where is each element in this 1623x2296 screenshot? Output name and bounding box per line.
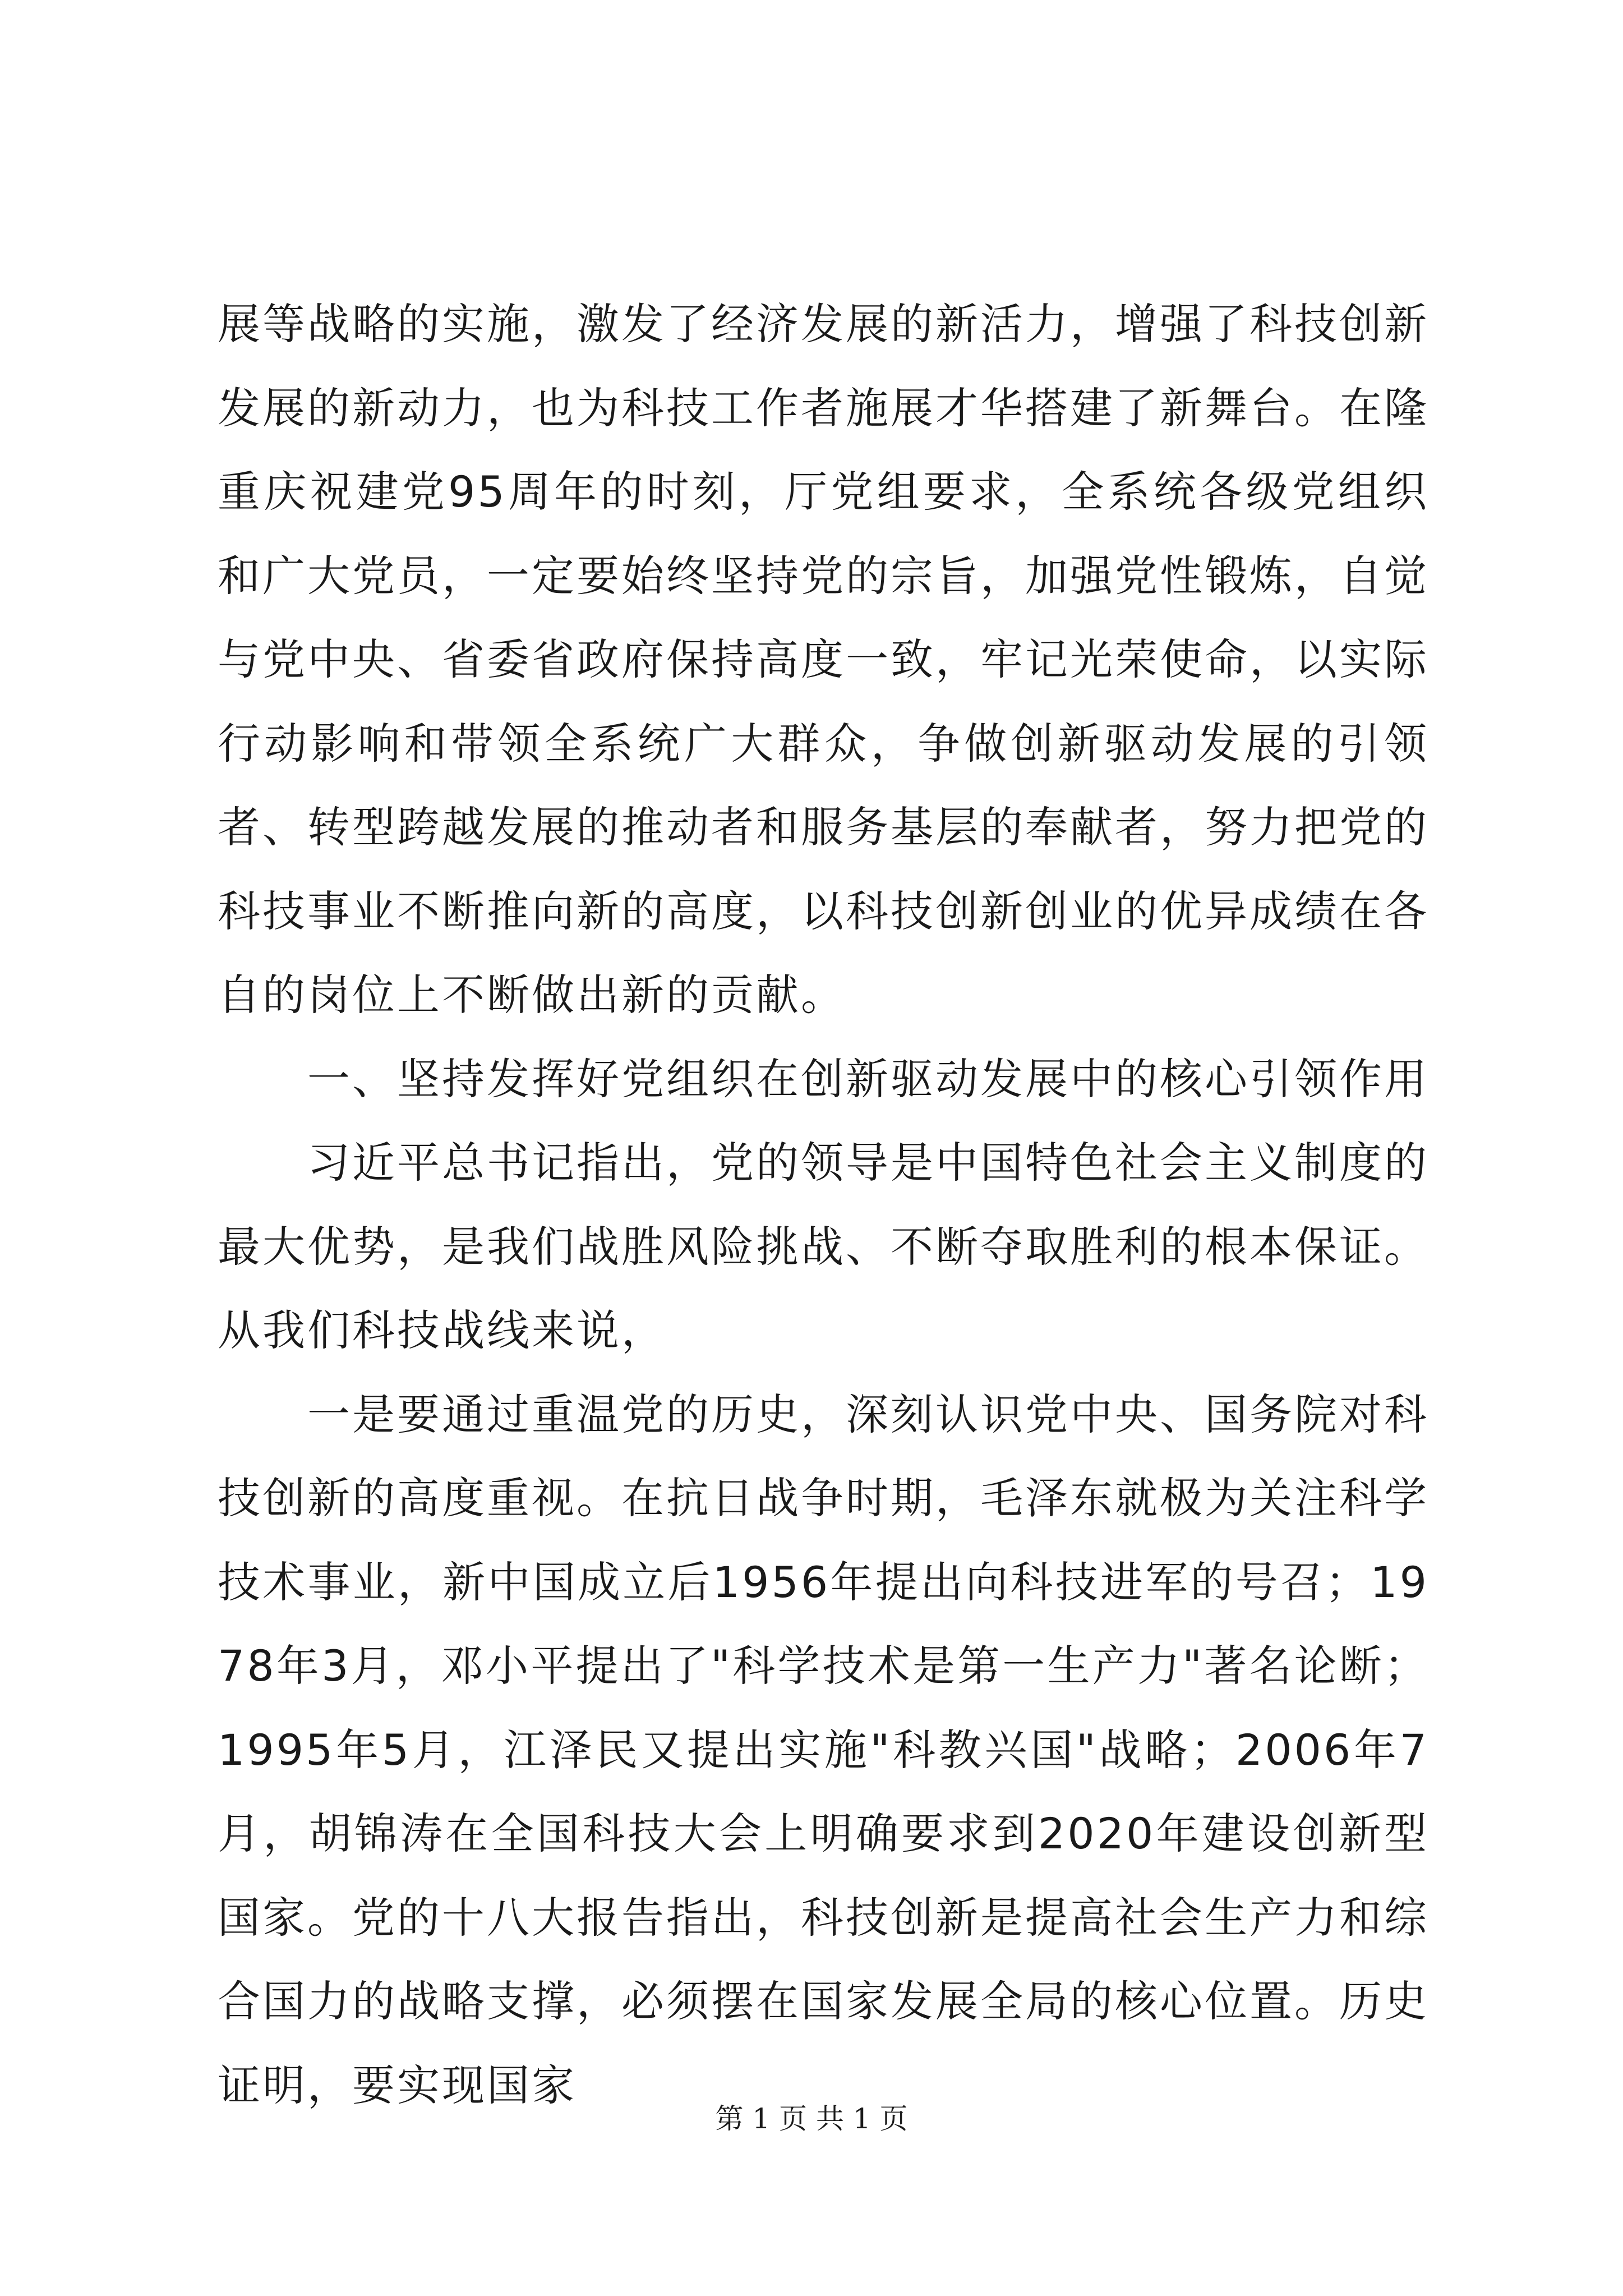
- paragraph-point-one: 一是要通过重温党的历史，深刻认识党中央、国务院对科技创新的高度重视。在抗日战争时期，毛泽东就极为关注科学技术事业，新中国成立后1956年提出向科技进军的号召；1978年3月，邓小平提出了"科学技术是第一生产力"著名论断；1995年5月，江泽民又提出实施"科教兴国"战略；2006年7月，胡锦涛在全国科技大会上明确要求到2020年建设创新型国家。党的十八大报告指出，科技创新是提高社会生产力和综合国力的战略支撑，必须摆在国家发展全局的核心位置。历史证明，要实现国家: [218, 1389, 1429, 2110]
- page-footer: 第 1 页 共 1 页: [715, 2102, 908, 2135]
- paragraph-xi-quote: 习近平总书记指出，党的领导是中国特色社会主义制度的最大优势，是我们战胜风险挑战、不断夺取胜利的根本保证。从我们科技战线来说，: [218, 1138, 1429, 1355]
- body-text: [218, 282, 1429, 2127]
- paragraph-continuation: 展等战略的实施，激发了经济发展的新活力，增强了科技创新发展的新动力，也为科技工作者施展才华搭建了新舞台。在隆重庆祝建党95周年的时刻，厅党组要求，全系统各级党组织和广大党员，一定要始终坚持党的宗旨，加强党性锻炼，自觉与党中央、省委省政府保持高度一致，牢记光荣使命，以实际行动影响和带领全系统广大群众，争做创新驱动发展的引领者、转型跨越发展的推动者和服务基层的奉献者，努力把党的科技事业不断推向新的高度，以科技创新创业的优异成绩在各自的岗位上不断做出新的贡献。: [218, 299, 1429, 1020]
- section-heading: 一、坚持发挥好党组织在创新驱动发展中的核心引领作用: [307, 1053, 1429, 1104]
